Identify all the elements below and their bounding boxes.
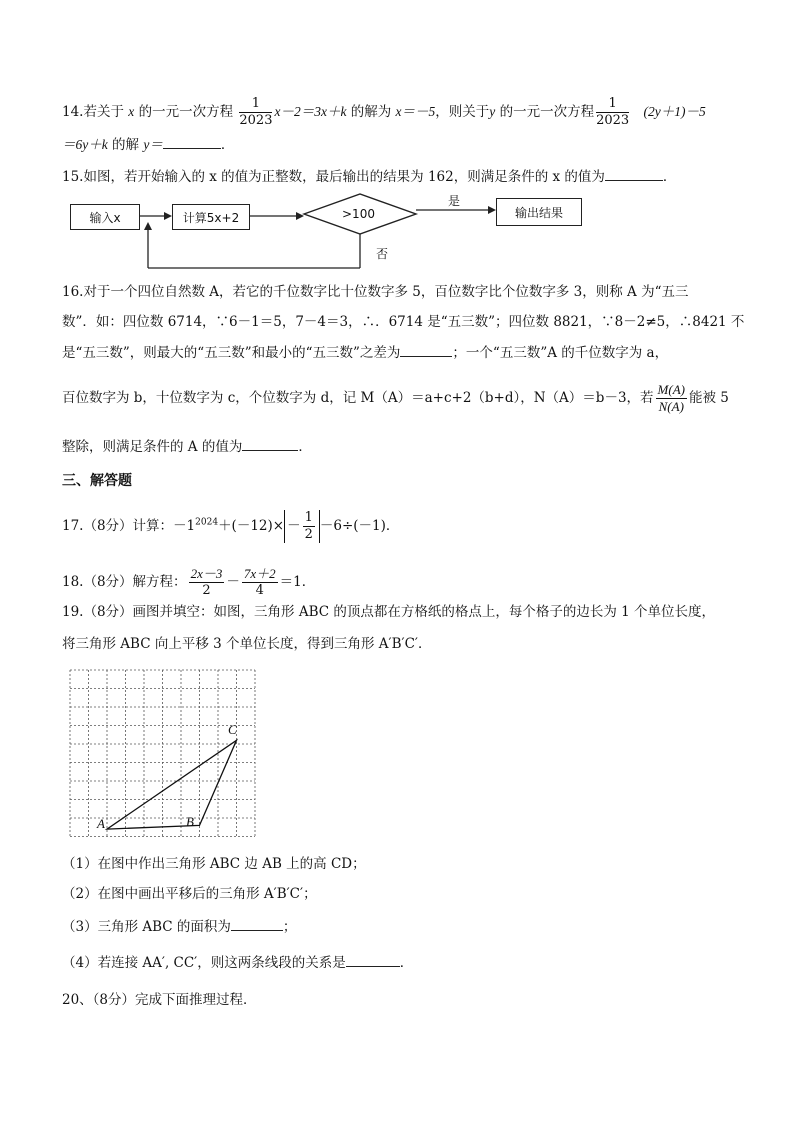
q19-sub4-end: ． (399, 955, 414, 971)
q20-text: 20、（8分）完成下面推理过程． (62, 992, 257, 1008)
q19-line2: 将三角形 ABC 向上平移 3 个单位长度，得到三角形 A′B′C′． (62, 636, 432, 652)
q17-line (62, 510, 399, 543)
q14-text-2: 的一元一次方程 (134, 104, 238, 120)
q15-answer-blank[interactable] (605, 166, 663, 181)
q15-prompt: 15.如图，若开始输入的 x 的值为正整数，最后输出的结果为 162，则满足条件的 x 的值为 (62, 169, 605, 185)
flow-output-box (496, 198, 582, 226)
q14-var-y: y (489, 104, 496, 119)
q14-var-x: x (128, 104, 135, 119)
q14-frac2-num: 1 (596, 96, 629, 113)
q14-solution: x＝－5 (395, 104, 436, 119)
q14-equation-2: (2y＋1)－5 (643, 104, 706, 119)
q16-answer-blank-2[interactable] (242, 436, 298, 451)
q19-sub1: （1）在图中作出三角形 ABC 边 AB 上的高 CD； (62, 856, 366, 872)
grid-svg (66, 664, 262, 842)
q16-line3-text-2: ；一个“五三数”A 的千位数字为 a， (452, 345, 669, 361)
q14-text-6: 的解 (107, 137, 144, 153)
q14-answer-label: y＝ (143, 137, 163, 152)
q18-frac2-den: 4 (255, 583, 264, 598)
q16-line2: 数”．如：四位数 6714，∵6－1＝5，7－4＝3，∴．6714 是“五三数”；四位数 8821，∵8－2≠5，∴8421 不 (62, 314, 745, 330)
flow-input-box (70, 204, 140, 230)
q14-text-4: ，则关于 (435, 104, 490, 120)
q17-expr-3: －6÷(－1)． (319, 518, 400, 534)
q19-sub2: （2）在图中画出平移后的三角形 A′B′C′； (62, 886, 317, 902)
q19-grid-figure (66, 664, 262, 842)
vertex-label-b: B (186, 814, 194, 829)
section-heading-solutions: 三、解答题 (62, 473, 132, 489)
q19-line1: 19.（8分）画图并填空：如图，三角形 ABC 的顶点都在方格纸的格点上，每个格子的边长为 1 个单位长度， (62, 604, 716, 620)
q19-sub3-end: ； (282, 919, 297, 935)
q16-line5-text: 整除，则满足条件的 A 的值为 (62, 439, 243, 455)
q15-text (62, 166, 676, 187)
q14-equation-2-rhs: ＝6y＋k (62, 137, 108, 152)
q16-line3-text: 是“五三数”，则最大的“五三数”和最小的“五三数”之差为 (62, 345, 401, 361)
q18-minus: － (226, 574, 240, 590)
q16-answer-blank-1[interactable] (400, 342, 452, 357)
q18-line (62, 566, 315, 599)
q19-relation-blank[interactable] (346, 952, 400, 967)
q15-flowchart (62, 190, 602, 274)
q14-text-5: 的一元一次方程 (495, 104, 595, 120)
q16-line5 (62, 436, 312, 457)
flow-input-label: 输入x (89, 210, 121, 225)
flow-condition-label: >100 (342, 207, 375, 221)
q16-line3 (62, 342, 668, 363)
q19-sub3-text: （3）三角形 ABC 的面积为 (62, 919, 231, 935)
q14-line1 (62, 96, 706, 129)
q14-frac1-den: 2023 (239, 113, 273, 128)
q18-frac1-num: 2x－3 (190, 566, 223, 581)
q17-frac-num: 1 (304, 510, 313, 525)
flow-compute-box (172, 204, 250, 230)
q19-sub4 (62, 952, 413, 973)
q18-frac1-den: 2 (202, 583, 211, 598)
q17-expr-1: －1 (173, 518, 196, 534)
q17-expr-2: ＋(－12)× (218, 518, 285, 534)
q14-frac2-den: 2023 (596, 113, 630, 128)
q14-text-1: 若关于 (83, 104, 129, 120)
q16-line1: 16.对于一个四位自然数 A，若它的千位数字比十位数字多 5，百位数字比个位数字多 3，则称 A 为“五三 (62, 284, 689, 300)
q16-line4 (62, 382, 729, 415)
q17-exponent: 2024 (195, 517, 219, 528)
q14-answer-blank[interactable] (163, 134, 221, 149)
q16-fraction (656, 382, 687, 415)
q19-area-blank[interactable] (231, 916, 283, 931)
q16-end: ． (298, 439, 312, 455)
q16-line4-text: 百位数字为 b，十位数字为 c，个位数字为 d，记 M（A）＝a+c+2（b+d），N（A）＝b－3，若 (62, 390, 654, 406)
triangle-abc (107, 740, 237, 829)
q14-end: ． (220, 137, 235, 153)
q14-fraction-1 (239, 96, 272, 129)
q18-frac2-num: 7x＋2 (243, 566, 276, 581)
flow-compute-label: 计算5x+2 (182, 210, 240, 225)
q16-line4-text-2: 能被 5 (688, 390, 729, 406)
q15-end: ． (662, 169, 677, 185)
q16-frac-num: M(A) (657, 382, 685, 397)
q14-equation-1: x－2＝3x＋k (274, 104, 347, 119)
q19-sub3 (62, 916, 296, 937)
flow-no-label: 否 (376, 247, 389, 261)
q17-fraction (303, 510, 315, 543)
q16-frac-den: N(A) (658, 399, 684, 414)
q14-line2 (62, 134, 234, 155)
q18-label: 18.（8分）解方程： (62, 574, 187, 590)
vertex-label-a: A (97, 816, 105, 831)
q17-abs-value: － $\frac{1}{2}$ (284, 510, 320, 543)
q19-sub4-text: （4）若连接 AA′, CC′，则这两条线段的关系是 (62, 955, 346, 971)
vertex-label-c: C (228, 722, 237, 737)
q18-rhs: ＝1． (279, 574, 316, 590)
q18-fraction-2 (242, 566, 278, 599)
q14-frac1-num: 1 (239, 96, 272, 113)
q18-fraction-1 (189, 566, 225, 599)
flow-output-label: 输出结果 (514, 205, 563, 220)
q14-fraction-2 (596, 96, 629, 129)
q17-label: 17.（8分）计算： (62, 518, 174, 534)
q14-number: 14. (62, 104, 84, 120)
q17-frac-den: 2 (304, 527, 313, 542)
flow-yes-label: 是 (448, 194, 461, 208)
q14-text-3: 的解为 (346, 104, 396, 120)
